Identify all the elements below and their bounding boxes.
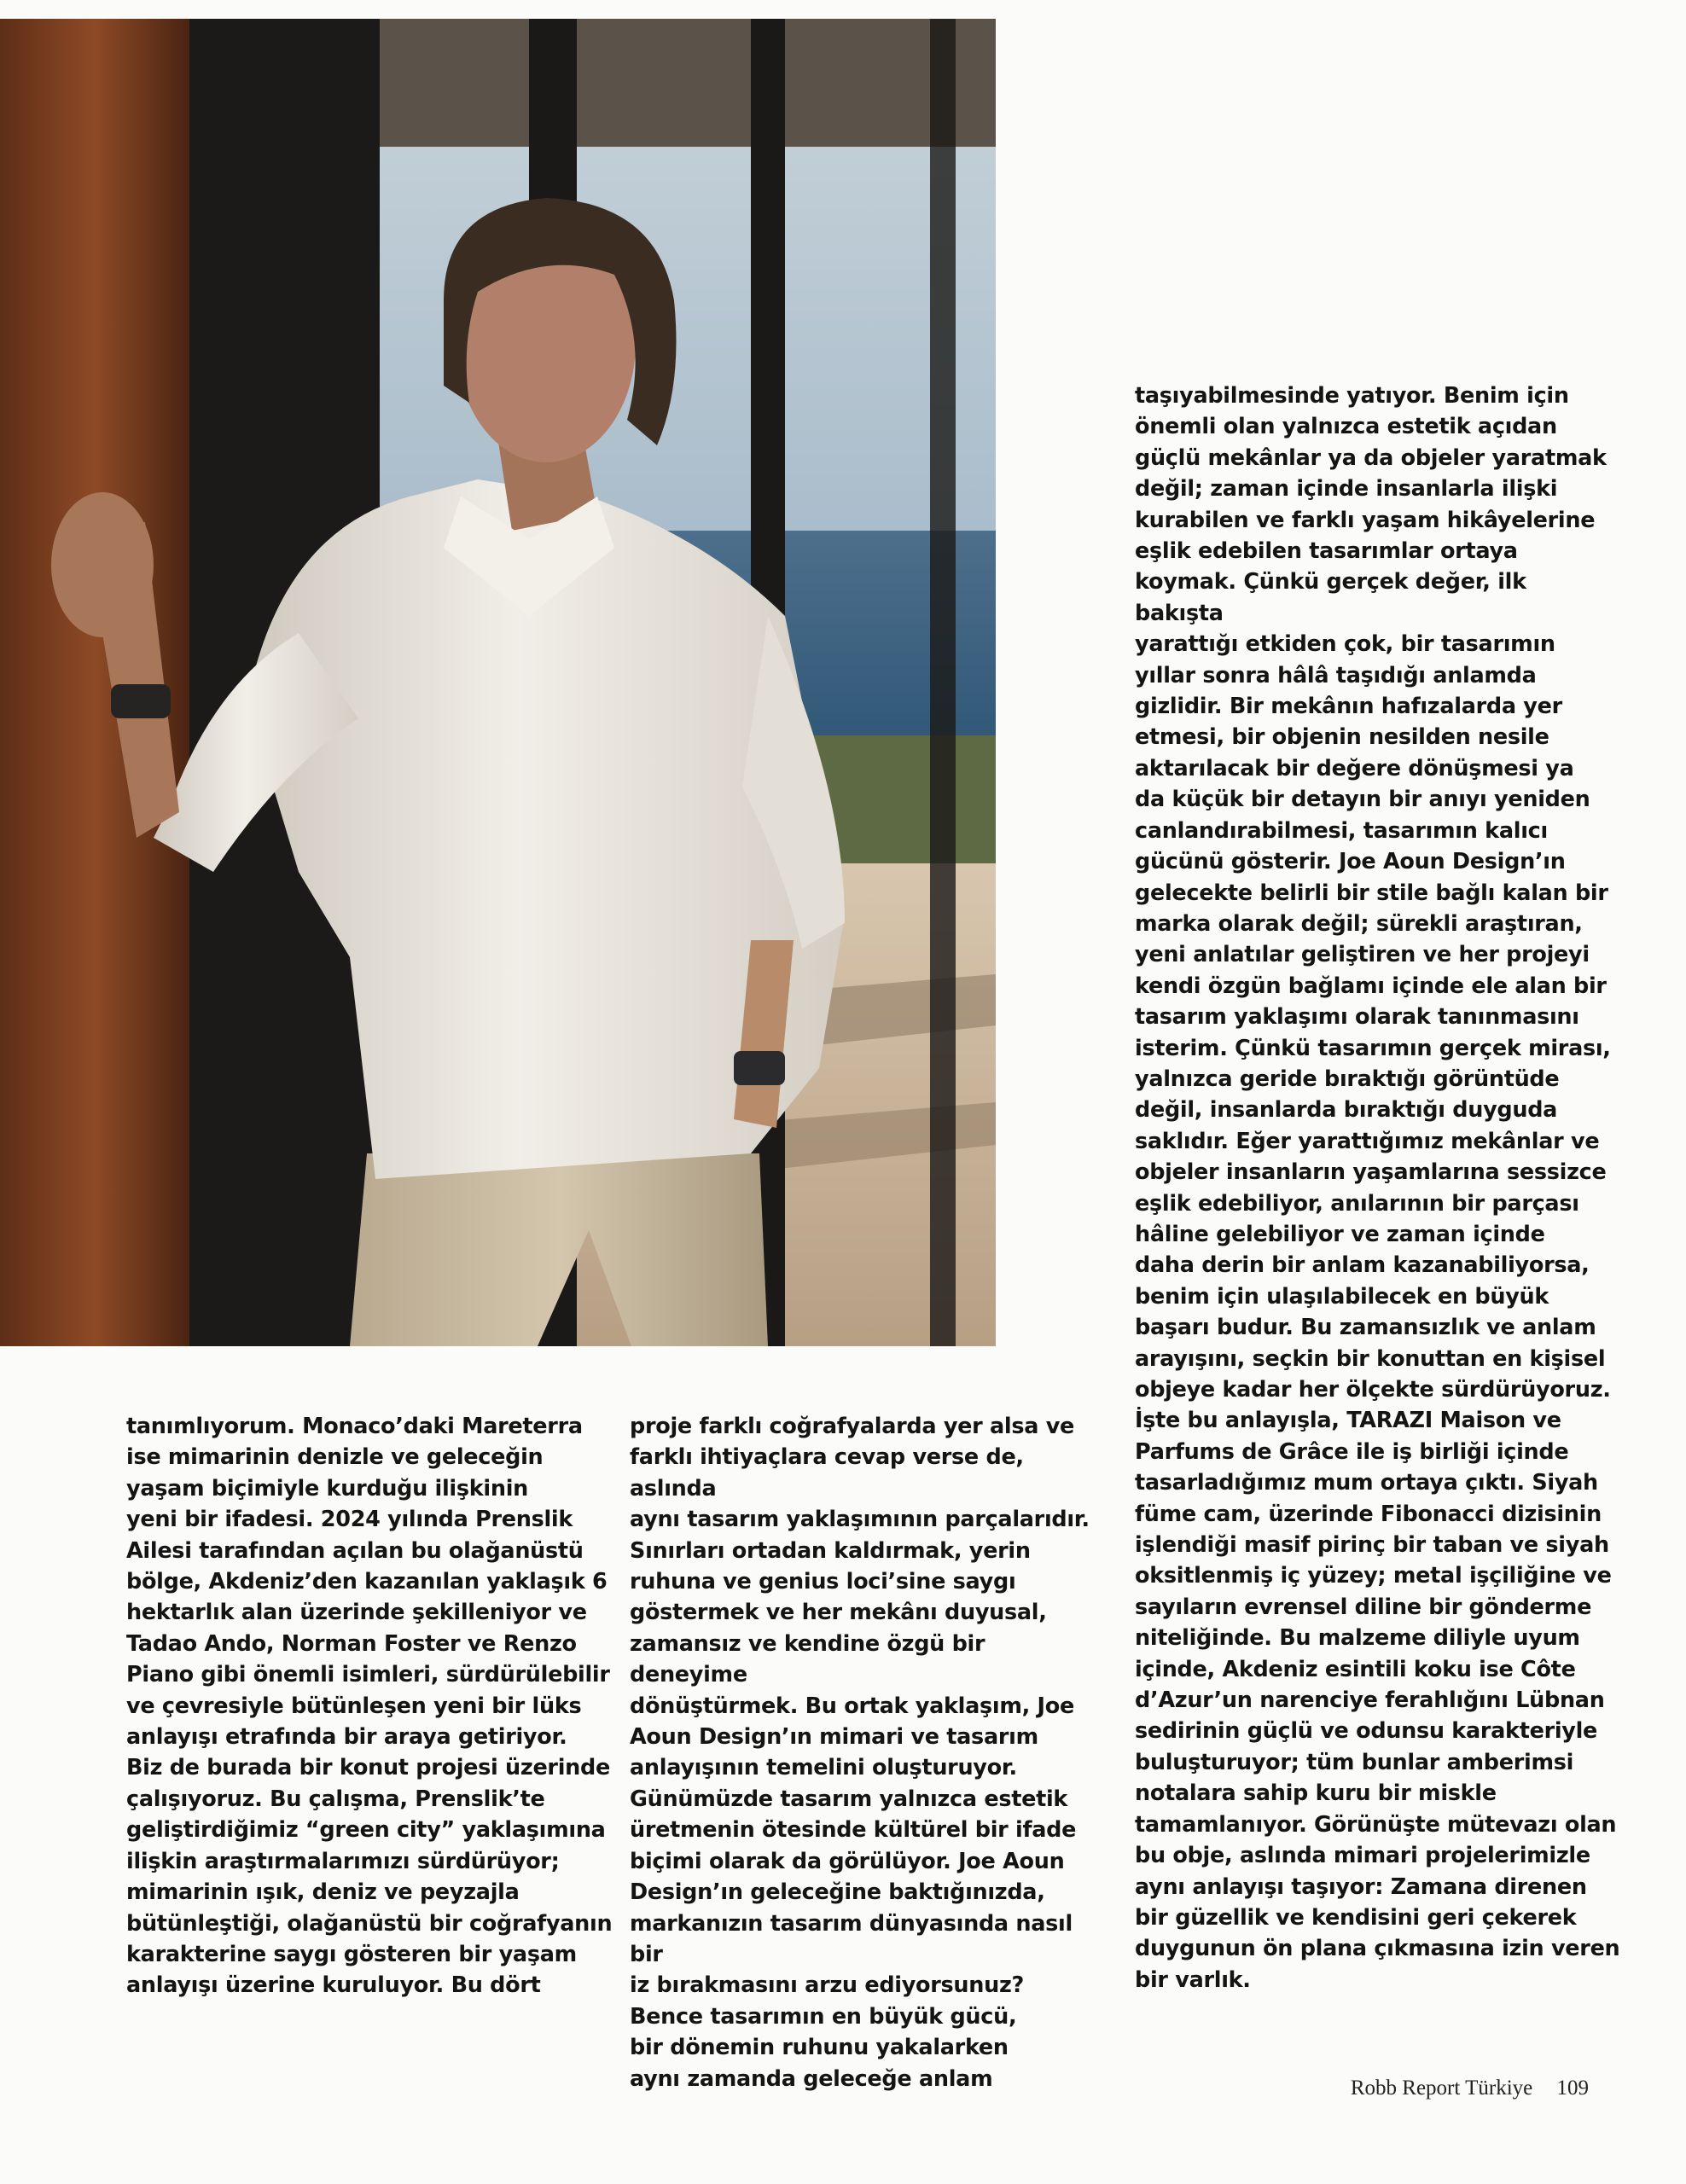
article-column-left: tanımlıyorum. Monaco’daki Mareterra ise mimarinin denizle ve geleceğin yaşam biçimiyle kurduğu ilişkinin yeni bir ifadesi. 2024 yılında Prenslik Ailesi tarafından açılan bu olağanüstü bölge, Akdeniz’den kazanılan yaklaşık 6 hektarlık alan üzerinde şekilleniyor ve Tadao Ando, Norman Foster ve Renzo Piano gibi önemli isimleri, sürdürülebilir ve çevresiyle bütünleşen yeni bir lüks anlayışı etrafında bir araya getiriyor. Biz de burada bir konut projesi üzerinde çalışıyoruz. Bu çalışma, Prenslik’te geliştirdiğimiz “green city” yaklaşımına ilişkin araştırmalarımızı sürdürüyor; mimarinin ışık, deniz ve peyzajla bütünleştiği, olağanüstü bir coğrafyanın karakterine saygı gösteren bir yaşam anlayışı üzerine kuruluyor. Bu dört	[126, 1414, 613, 1999]
article-column-right: taşıyabilmesinde yatıyor. Benim için önemli olan yalnızca estetik açıdan güçlü mekânlar ya da objeler yaratmak değil; zaman içinde insanlarla ilişki kurabilen ve farklı yaşam hikâyelerine eşlik edebilen tasarımlar ortaya koymak. Çünkü gerçek değer, ilk bakışta yarattığı etkiden çok, bir tasarımın yıllar sonra hâlâ taşıdığı anlamda gizlidir. Bir mekânın hafızalarda yer etmesi, bir objenin nesilden nesile aktarılacak bir değere dönüşmesi ya da küçük bir detayın bir anıyı yeniden canlandırabilmesi, tasarımın kalıcı gücünü gösterir. Joe Aoun Design’ın gelecekte belirli bir stile bağlı kalan bir marka olarak değil; sürekli araştıran, yeni anlatılar geliştiren ve her projeyi kendi özgün bağlamı içinde ele alan bir tasarım yaklaşımı olarak tanınmasını isterim. Çünkü tasarımın gerçek mirası, yalnızca geride bıraktığı görüntüde değil, insanlarda bıraktığı duyguda saklıdır. Eğer yarattığımız mekânlar ve objeler insanların yaşamlarına sessizce eşlik edebiliyor, anılarının bir parçası hâline gelebiliyor ve zaman içinde daha derin bir anlam kazanabiliyorsa, benim için ulaşılabilecek en büyük başarı budur. Bu zamansızlık ve anlam arayışını, seçkin bir konuttan en kişisel objeye kadar her ölçekte sürdürüyoruz. İşte bu anlayışla, TARAZI Maison ve Parfums de Grâce ile iş birliği içinde tasarladığımız mum ortaya çıktı. Siyah füme cam, üzerinde Fibonacci dizisinin işlendiği masif pirinç bir taban ve siyah oksitlenmiş iç yüzey; metal işçiliğine ve sayıların evrensel diline bir gönderme niteliğinde. Bu malzeme diliyle uyum içinde, Akdeniz esintili koku ise Côte d’Azur’un narenciye ferahlığını Lübnan sedirinin güçlü ve odunsu karakteriyle buluşturuyor; tüm bunlar amberimsi notalara sahip kuru bir miskle tamamlanıyor. Görünüşte mütevazı olan bu obje, aslında mimari projelerimizle aynı anlayışı taşıyor: Zamana direnen bir güzellik ve kendisini geri çekerek duygunun ön plana çıkmasına izin veren bir varlık.	[1135, 383, 1620, 1993]
page-number: 109	[1556, 2077, 1589, 2100]
portrait-photo	[0, 19, 996, 1346]
page-footer	[1351, 2077, 1589, 2100]
article-column-middle: proje farklı coğrafyalarda yer alsa ve farklı ihtiyaçlara cevap verse de, aslında aynı tasarım yaklaşımının parçalarıdır. Sınırları ortadan kaldırmak, yerin ruhuna ve genius loci’sine saygı göstermek ve her mekânı duyusal, zamansız ve kendine özgü bir deneyime dönüştürmek. Bu ortak yaklaşım, Joe Aoun Design’ın mimari ve tasarım anlayışının temelini oluşturuyor. Günümüzde tasarım yalnızca estetik üretmenin ötesinde kültürel bir ifade biçimi olarak da görülüyor. Joe Aoun Design’ın geleceğine baktığınızda, markanızın tasarım dünyasında nasıl bir iz bırakmasını arzu ediyorsunuz? Bence tasarımın en büyük gücü, bir dönemin ruhunu yakalarken aynı zamanda geleceğe anlam	[630, 1414, 1090, 2092]
portrait-photo-icon	[0, 19, 996, 1346]
publication-name: Robb Report Türkiye	[1350, 2077, 1533, 2100]
